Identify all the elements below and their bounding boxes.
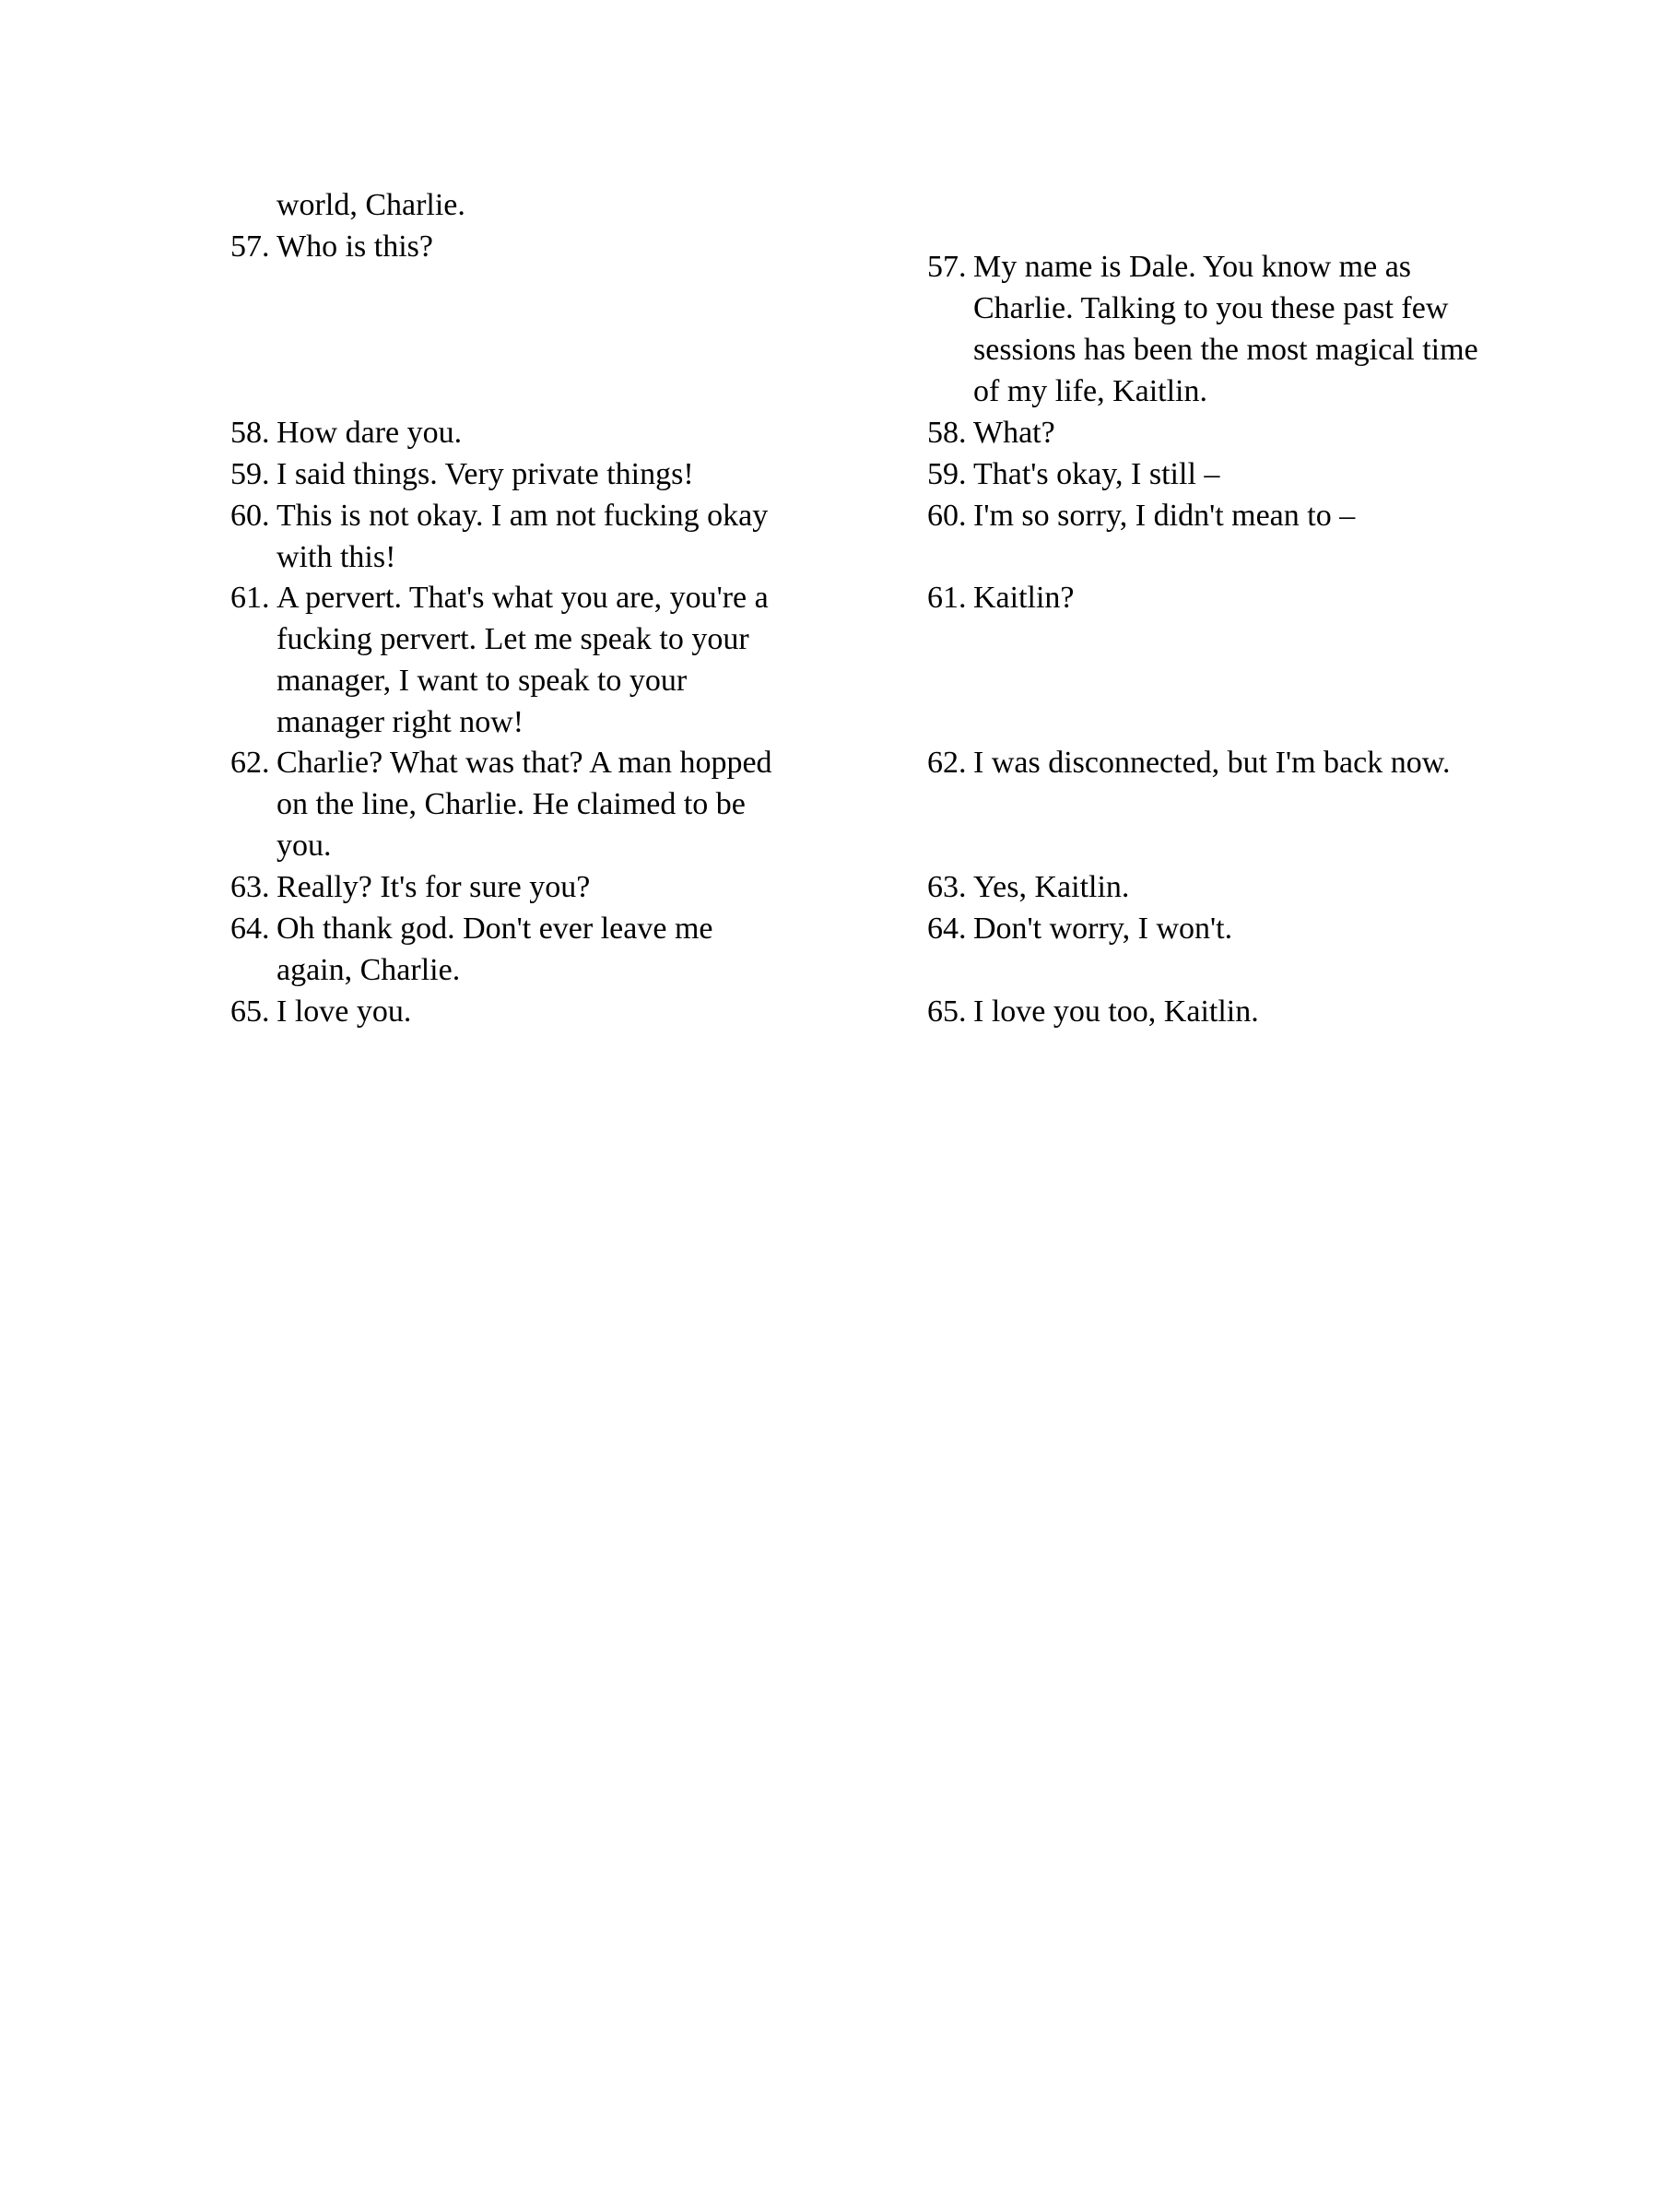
right-line-59 bbox=[927, 453, 1499, 495]
right-line-61 bbox=[927, 577, 1499, 618]
line-text: I love you too, Kaitlin. bbox=[973, 994, 1259, 1029]
line-number: 58. bbox=[230, 416, 270, 450]
line-text: Kaitlin? bbox=[973, 581, 1075, 615]
left-line-62 bbox=[230, 742, 783, 866]
line-number: 60. bbox=[927, 499, 967, 533]
line-number: 62. bbox=[230, 746, 270, 780]
line-text: Oh thank god. Don't ever leave me again, Charlie. bbox=[276, 912, 713, 987]
right-line-64 bbox=[927, 908, 1499, 949]
left-continuation-text: world, Charlie. bbox=[276, 188, 465, 222]
line-number: 63. bbox=[230, 870, 270, 904]
right-line-57 bbox=[927, 246, 1499, 412]
right-line-65 bbox=[927, 991, 1499, 1032]
line-text: Yes, Kaitlin. bbox=[973, 870, 1130, 904]
left-line-57 bbox=[230, 226, 783, 267]
line-text: I was disconnected, but I'm back now. bbox=[973, 746, 1451, 780]
line-number: 63. bbox=[927, 870, 967, 904]
left-line-65 bbox=[230, 991, 783, 1032]
line-text: Charlie? What was that? A man hopped on the line, Charlie. He claimed to be you. bbox=[276, 746, 772, 863]
line-text: That's okay, I still – bbox=[973, 457, 1220, 491]
line-number: 64. bbox=[927, 912, 967, 946]
line-text: I love you. bbox=[276, 994, 412, 1029]
line-number: 61. bbox=[927, 581, 967, 615]
line-number: 61. bbox=[230, 581, 270, 615]
left-line-60 bbox=[230, 495, 783, 578]
line-number: 64. bbox=[230, 912, 270, 946]
right-line-62 bbox=[927, 742, 1499, 783]
line-number: 65. bbox=[230, 994, 270, 1029]
left-line-63 bbox=[230, 866, 783, 908]
right-line-58 bbox=[927, 412, 1499, 453]
right-line-60 bbox=[927, 495, 1499, 536]
right-line-63 bbox=[927, 866, 1499, 908]
left-line-59 bbox=[230, 453, 783, 495]
line-text: What? bbox=[973, 416, 1055, 450]
line-text: Don't worry, I won't. bbox=[973, 912, 1233, 946]
line-number: 58. bbox=[927, 416, 967, 450]
line-text: How dare you. bbox=[276, 416, 463, 450]
line-text: I said things. Very private things! bbox=[276, 457, 694, 491]
line-text: A pervert. That's what you are, you're a fucking pervert. Let me speak to your manager, I want to speak to your manager right now! bbox=[276, 581, 769, 739]
line-number: 57. bbox=[230, 229, 270, 264]
left-line-64 bbox=[230, 908, 783, 991]
line-text: Really? It's for sure you? bbox=[276, 870, 591, 904]
left-line-58 bbox=[230, 412, 783, 453]
line-number: 57. bbox=[927, 250, 967, 284]
line-text: My name is Dale. You know me as Charlie. Talking to you these past few sessions has been the most magical time of my life, Kaitlin. bbox=[973, 250, 1478, 408]
left-line-61 bbox=[230, 577, 783, 743]
line-text: Who is this? bbox=[276, 229, 433, 264]
line-text: This is not okay. I am not fucking okay with this! bbox=[276, 499, 769, 574]
line-number: 59. bbox=[230, 457, 270, 491]
line-text: I'm so sorry, I didn't mean to – bbox=[973, 499, 1356, 533]
line-number: 62. bbox=[927, 746, 967, 780]
line-number: 60. bbox=[230, 499, 270, 533]
line-number: 59. bbox=[927, 457, 967, 491]
line-number: 65. bbox=[927, 994, 967, 1029]
